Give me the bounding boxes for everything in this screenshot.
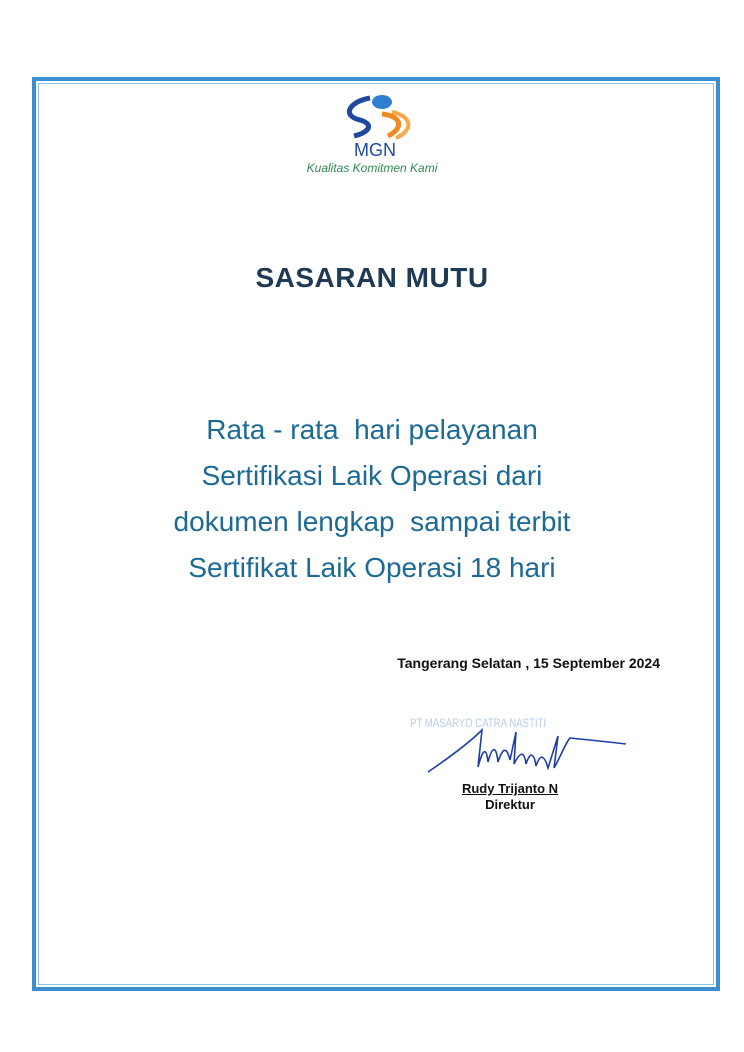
objective-line: Sertifikasi Laik Operasi dari — [201, 460, 543, 491]
objective-line: Rata - rata hari pelayanan — [206, 414, 538, 445]
signature — [420, 722, 635, 782]
svg-text:MGN: MGN — [354, 140, 396, 160]
objective-line: dokumen lengkap sampai terbit — [173, 506, 571, 537]
mgn-logo — [330, 92, 420, 160]
objective-line: Sertifikat Laik Operasi 18 hari — [188, 552, 556, 583]
quality-objective — [0, 407, 744, 591]
page-title: SASARAN MUTU — [255, 262, 489, 293]
logo-tagline: Kualitas Komitmen Kami — [306, 161, 438, 175]
place-date: Tangerang Selatan , 15 September 2024 — [397, 655, 660, 671]
company-stamp: PT MASARYO CATRA NASTITI — [410, 716, 547, 730]
signatory-name: Rudy Trijanto N — [461, 781, 559, 796]
signatory-position: Direktur — [485, 797, 535, 812]
